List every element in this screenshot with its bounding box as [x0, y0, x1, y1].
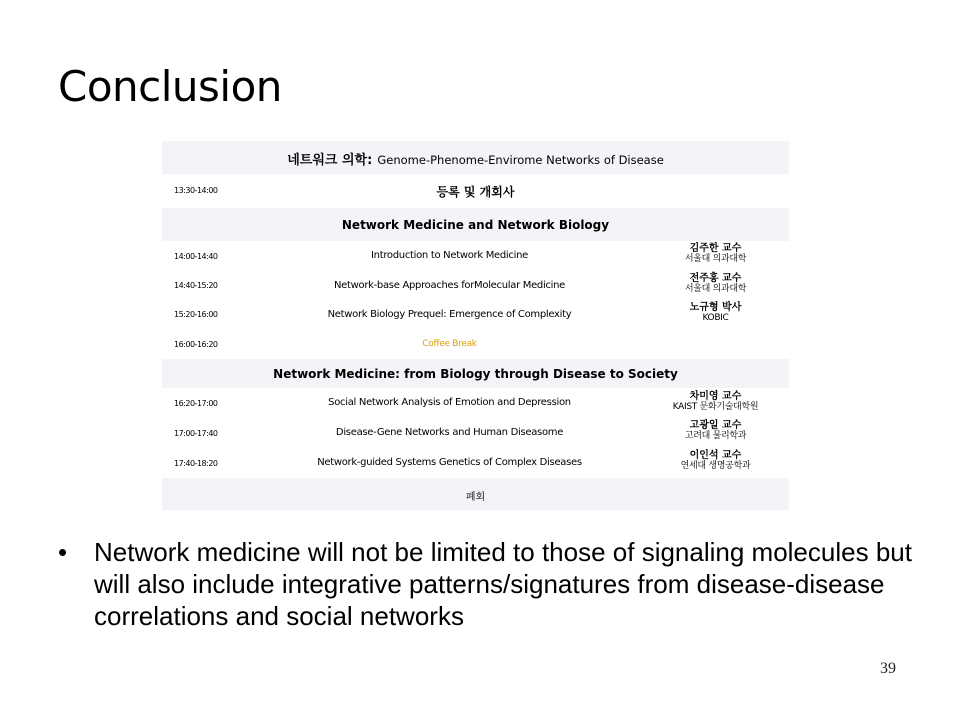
talk-speaker — [642, 450, 789, 472]
speaker-name: 김주한 교수 — [689, 243, 742, 254]
talk-time: 14:40-15:20 — [174, 281, 218, 290]
schedule-title — [162, 149, 789, 168]
speaker-affiliation: 고려대 물리학과 — [684, 431, 747, 441]
coffee-break-row — [162, 330, 789, 359]
closing-label: 폐회 — [465, 492, 486, 503]
talk-speaker — [642, 302, 789, 324]
speaker-name: 전주홍 교수 — [689, 273, 742, 284]
talk-time: 15:20-16:00 — [174, 310, 218, 319]
talk-row — [162, 241, 789, 271]
registration-label: 등록 및 개회사 — [436, 185, 515, 199]
talk-speaker — [642, 420, 789, 442]
coffee-break-label: Coffee Break — [422, 339, 477, 349]
registration-row — [162, 174, 789, 208]
speaker-affiliation: 연세대 생명공학과 — [680, 461, 751, 471]
schedule-title-row — [162, 141, 789, 174]
talk-title: Social Network Analysis of Emotion and Depression — [328, 397, 571, 408]
talk-time: 17:40-18:20 — [174, 459, 218, 468]
bullet-icon: • — [58, 537, 68, 567]
talk-time: 16:20-17:00 — [174, 399, 218, 408]
talk-row — [162, 418, 789, 447]
session-2-title: Network Medicine: from Biology through Disease to Society — [273, 367, 678, 381]
speaker-affiliation: KAIST 문화기술대학원 — [672, 402, 759, 412]
talk-row — [162, 388, 789, 418]
speaker-name: 고광일 교수 — [689, 420, 742, 431]
schedule-table — [162, 141, 789, 510]
speaker-name: 이인석 교수 — [689, 450, 742, 461]
schedule-title-english: Genome-Phenome-Envirome Networks of Disease — [377, 153, 664, 167]
talk-title: Network Biology Prequel: Emergence of Complexity — [327, 309, 572, 320]
session-1-title: Network Medicine and Network Biology — [341, 218, 610, 232]
talk-time: 14:00-14:40 — [174, 252, 218, 261]
talk-row — [162, 300, 789, 330]
talk-title: Introduction to Network Medicine — [371, 250, 528, 261]
speaker-name: 차미영 교수 — [689, 391, 742, 402]
talk-time: 16:00-16:20 — [174, 340, 218, 349]
speaker-affiliation: KOBIC — [702, 313, 729, 323]
speaker-name: 노규형 박사 — [689, 302, 742, 313]
speaker-affiliation: 서울대 의과대학 — [684, 254, 747, 264]
talk-row — [162, 271, 789, 300]
talk-speaker — [642, 391, 789, 413]
registration-time: 13:30-14:00 — [174, 186, 218, 195]
talk-title: Disease-Gene Networks and Human Diseasome — [335, 427, 564, 438]
page-number: 39 — [880, 660, 896, 677]
closing-row — [162, 478, 789, 510]
talk-speaker — [642, 243, 789, 265]
talk-title: Network-guided Systems Genetics of Complex Diseases — [317, 457, 582, 468]
schedule-title-korean: 네트워크 의학: — [287, 153, 373, 168]
speaker-affiliation: 서울대 의과대학 — [684, 284, 747, 294]
talk-row — [162, 447, 789, 478]
talk-speaker — [642, 273, 789, 295]
session-2-header — [162, 359, 789, 388]
talk-title: Network-base Approaches forMolecular Medicine — [333, 280, 566, 291]
talk-time: 17:00-17:40 — [174, 429, 218, 438]
slide-title: Conclusion — [58, 62, 282, 111]
bullet-text: Network medicine will not be limited to those of signaling molecules but will also include integrative patterns/signatures from disease-disease correlations and social networks — [94, 537, 912, 631]
session-1-header — [162, 208, 789, 241]
